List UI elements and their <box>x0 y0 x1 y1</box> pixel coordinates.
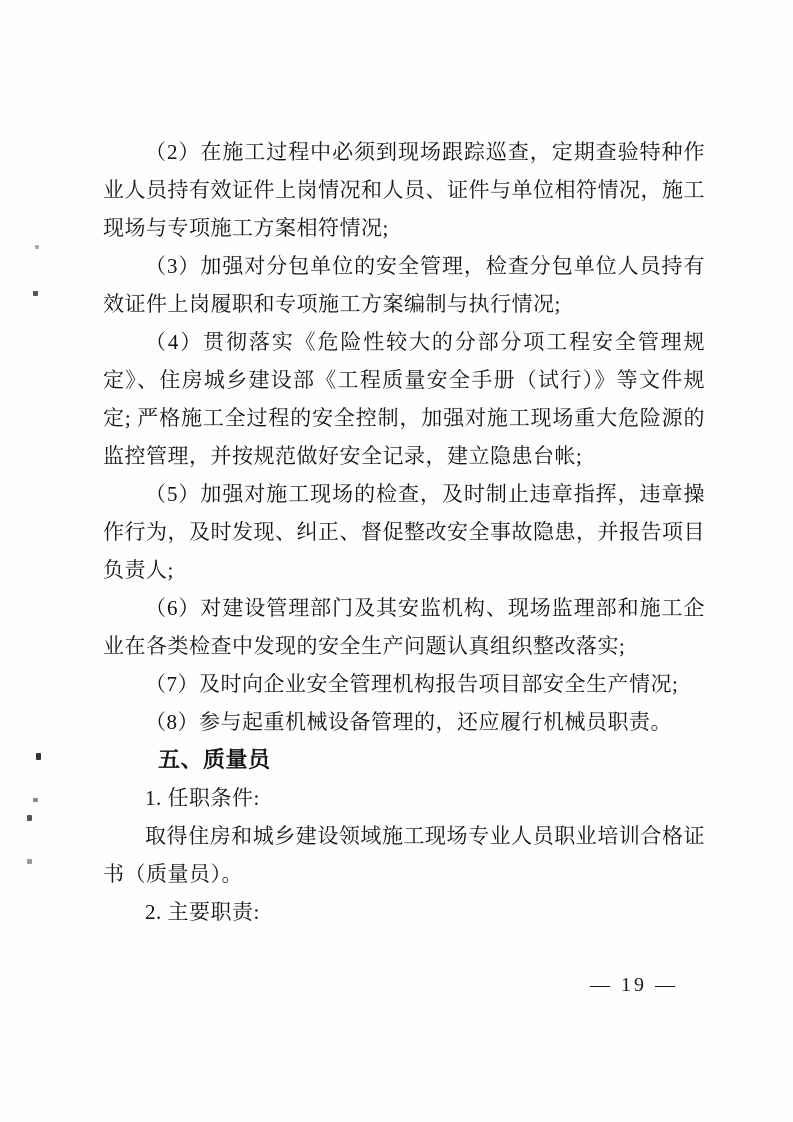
scan-speck <box>35 245 39 249</box>
scan-speck <box>27 859 32 864</box>
qualification-detail: 取得住房和城乡建设领域施工现场专业人员职业培训合格证书（质量员）。 <box>103 824 705 886</box>
sub-item-qualification: 1. 任职条件: <box>145 786 260 810</box>
paragraph-item-6: （6）对建设管理部门及其安监机构、现场监理部和施工企业在各类检查中发现的安全生产问题认真组织整改落实; <box>103 596 705 658</box>
paragraph-item-4: （4）贯彻落实《危险性较大的分部分项工程安全管理规定》、住房城乡建设部《工程质量安全手册（试行）》等文件规定; 严格施工全过程的安全控制，加强对施工现场重大危险源的监控管理，并按规范做好安全记录，建立隐患台帐; <box>103 330 705 468</box>
scan-speck <box>33 291 38 296</box>
scan-speck <box>36 753 41 760</box>
sub-item-duties: 2. 主要职责: <box>145 900 260 924</box>
scan-speck <box>33 798 38 802</box>
page-number: — 19 — <box>590 974 678 996</box>
section-heading: 五、质量员 <box>158 747 271 772</box>
paragraph-item-3: （3）加强对分包单位的安全管理，检查分包单位人员持有效证件上岗履职和专项施工方案编制与执行情况; <box>103 254 705 316</box>
paragraph-item-7: （7）及时向企业安全管理机构报告项目部安全生产情况; <box>145 672 679 696</box>
paragraph-item-2: （2）在施工过程中必须到现场跟踪巡查，定期查验特种作业人员持有效证件上岗情况和人员、证件与单位相符情况，施工现场与专项施工方案相符情况; <box>103 140 705 240</box>
text-block <box>103 133 705 931</box>
paragraph-item-8: （8）参与起重机械设备管理的，还应履行机械员职责。 <box>145 710 672 734</box>
paragraph-item-5: （5）加强对施工现场的检查，及时制止违章指挥，违章操作行为，及时发现、纠正、督促整改安全事故隐患，并报告项目负责人; <box>103 482 705 582</box>
scan-speck <box>27 815 32 821</box>
